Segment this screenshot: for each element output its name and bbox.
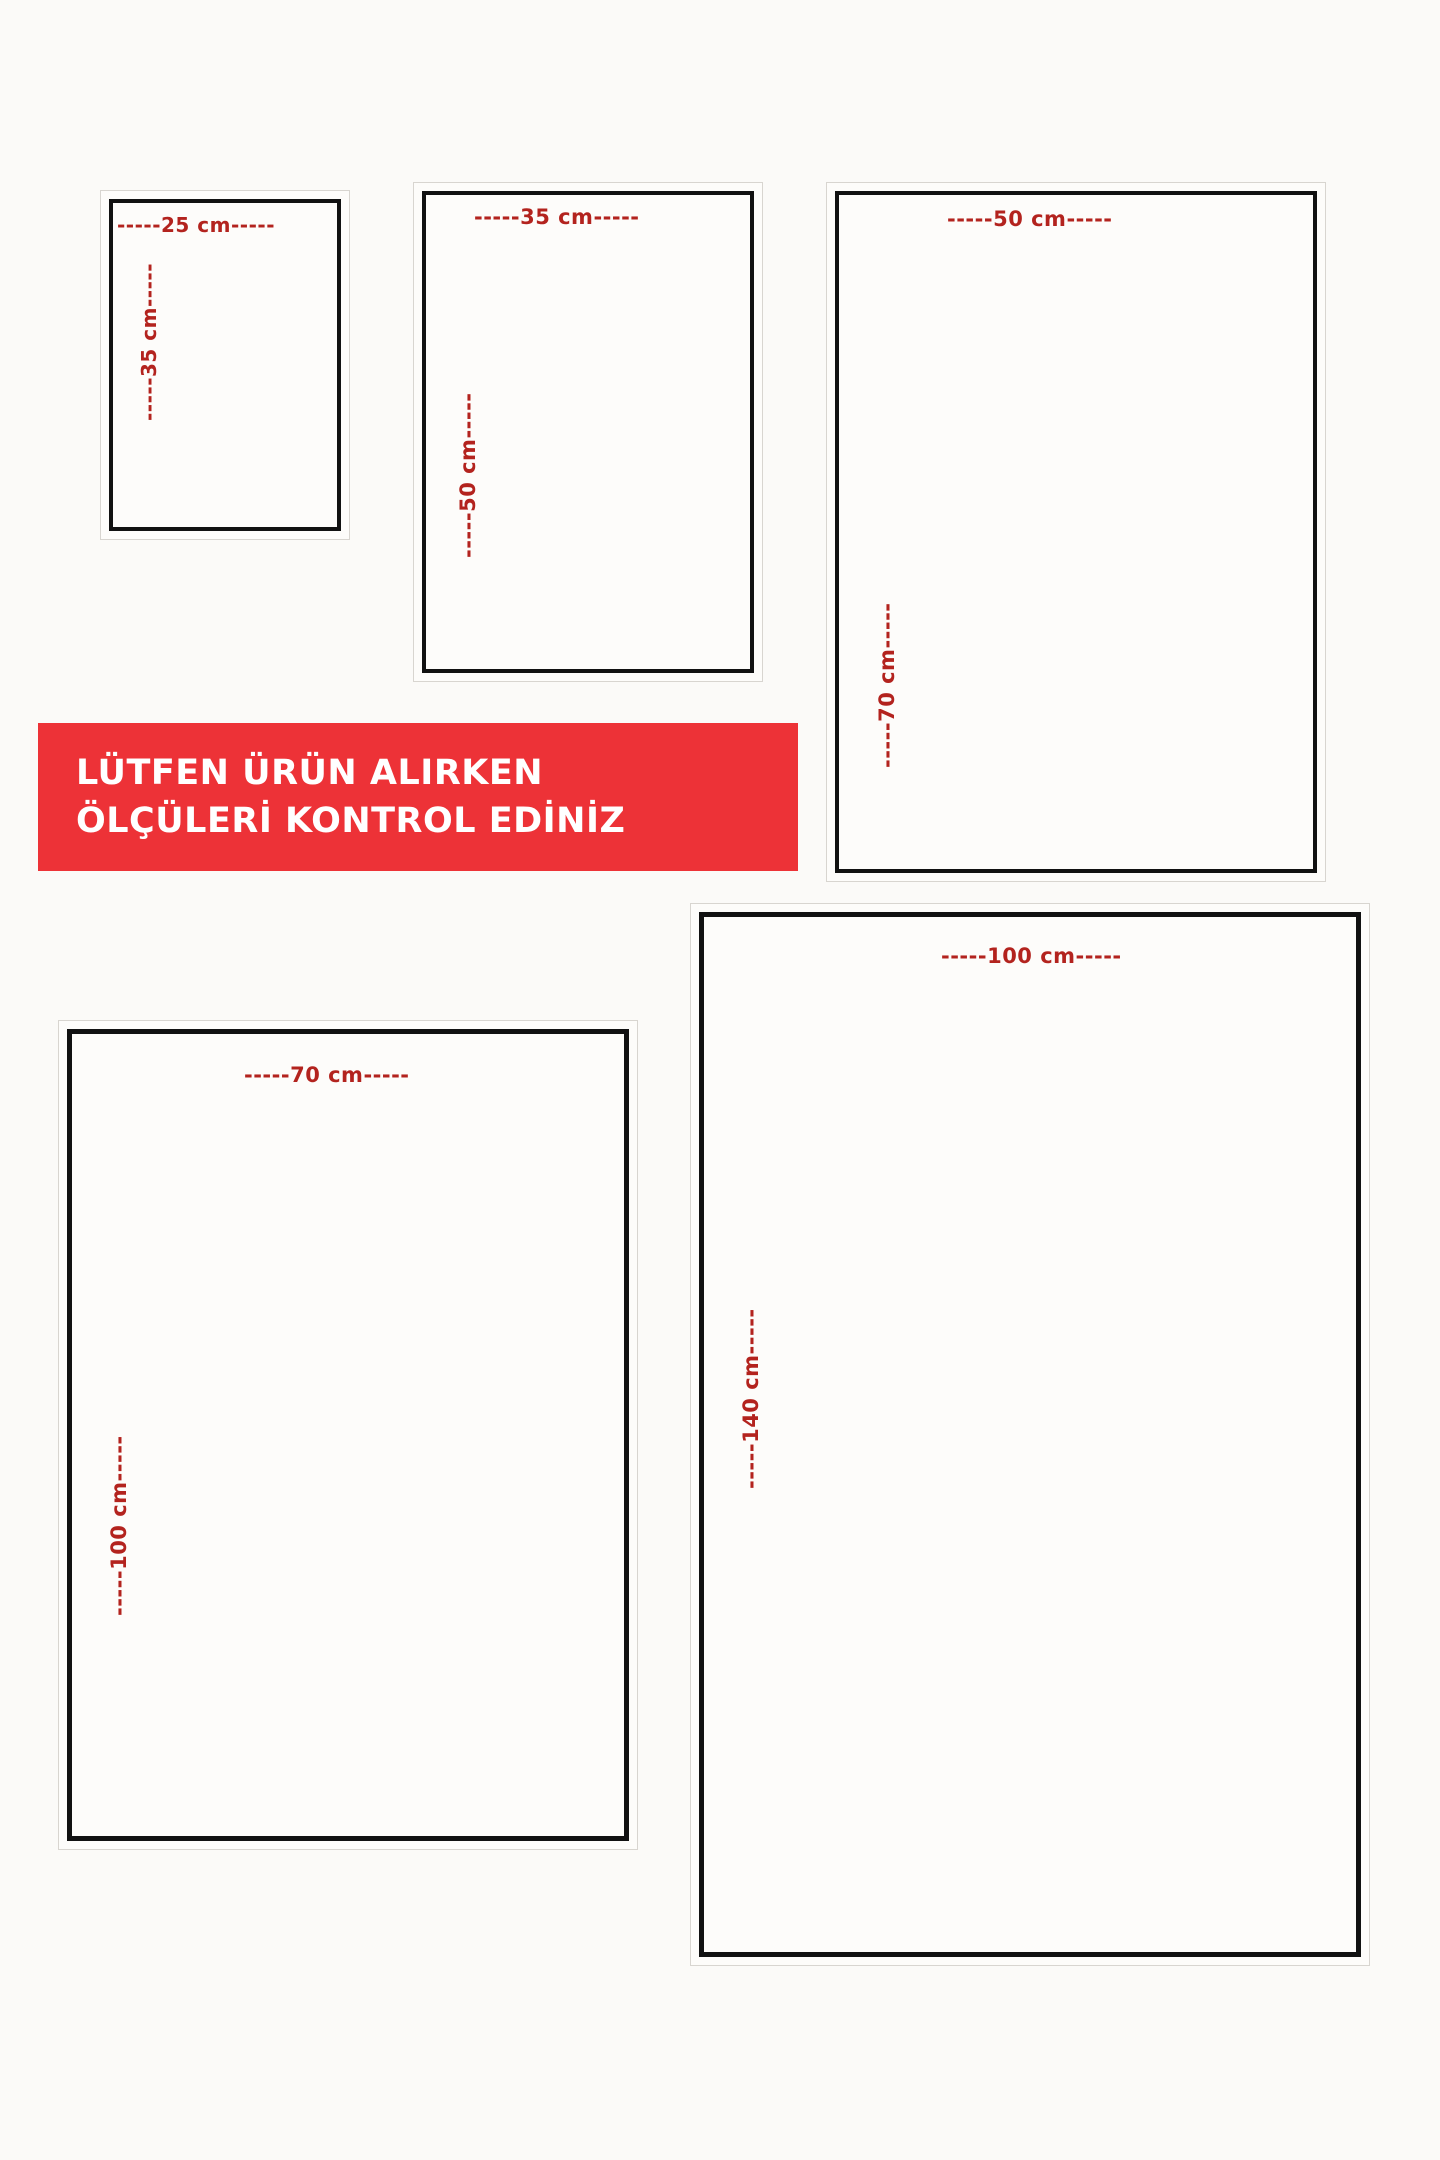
warning-banner-line-2: ÖLÇÜLERİ KONTROL EDİNİZ [76,801,626,841]
frame-70x100-inner [67,1029,629,1841]
frame-50x70-inner [835,191,1317,873]
frame-100x140 [690,903,1370,1966]
frame-25x35 [100,190,350,540]
frame-35x50 [413,182,763,682]
frame-50x70-height-label: -----70 cm----- [875,602,899,768]
frame-25x35-height-label: -----35 cm----- [137,263,161,421]
frame-35x50-height-label: -----50 cm----- [456,392,480,558]
frame-70x100 [58,1020,638,1850]
warning-banner-line-1: LÜTFEN ÜRÜN ALIRKEN [76,752,544,793]
frame-100x140-height-label: -----140 cm----- [739,1308,763,1489]
frame-35x50-width-label: -----35 cm----- [474,205,640,229]
frame-100x140-inner [699,912,1361,1957]
frame-25x35-width-label: -----25 cm----- [117,213,275,237]
frame-70x100-width-label: -----70 cm----- [244,1063,410,1087]
warning-banner [38,723,798,871]
frame-100x140-width-label: -----100 cm----- [941,944,1122,968]
frame-70x100-height-label: -----100 cm----- [107,1435,131,1616]
frame-50x70-width-label: -----50 cm----- [947,207,1113,231]
frame-50x70 [826,182,1326,882]
